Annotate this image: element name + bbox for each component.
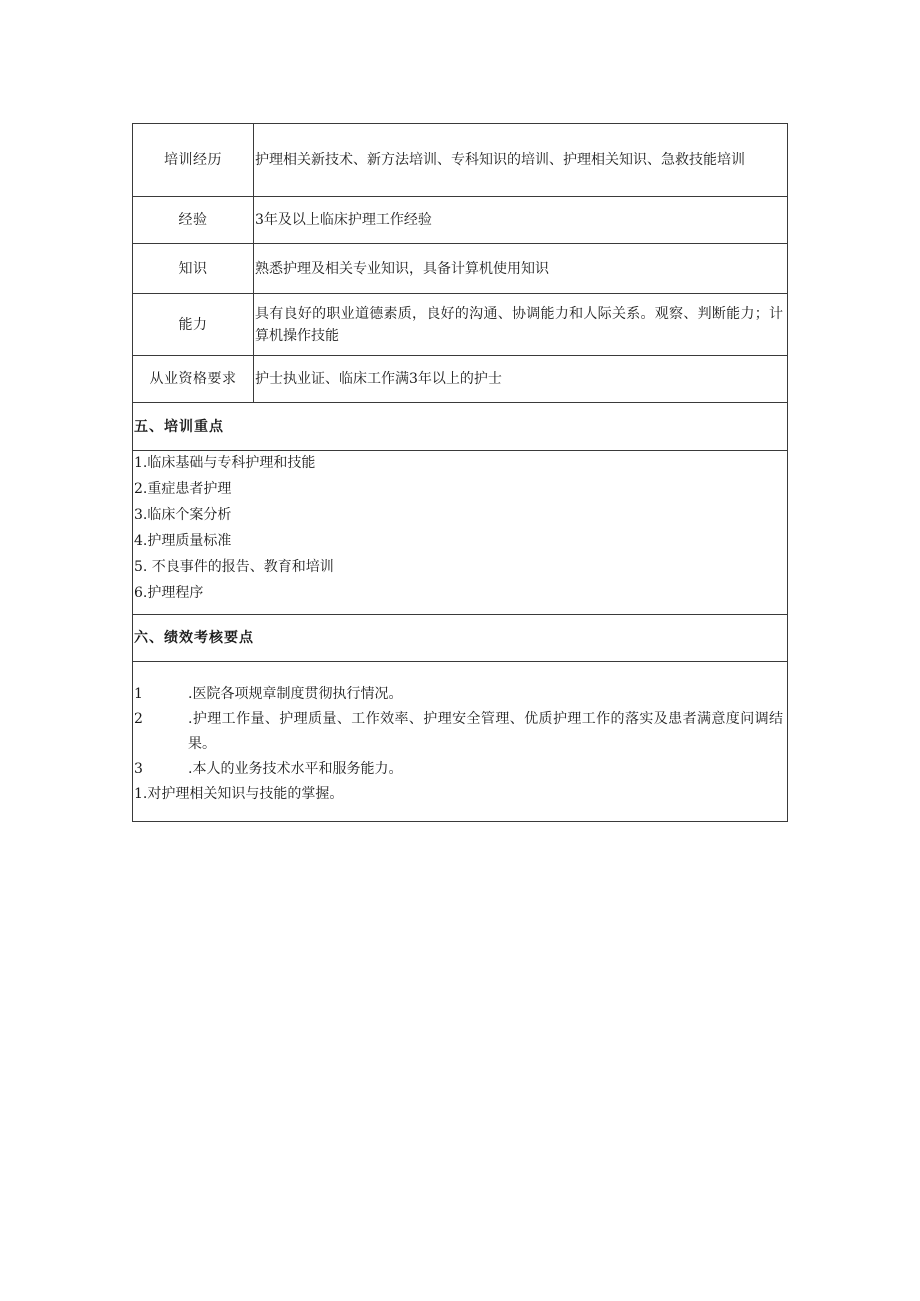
- list-item: [134, 682, 783, 707]
- ability-value: 具有良好的职业道德素质，良好的沟通、协调能力和人际关系。观察、判断能力；计算机操作技能: [254, 294, 788, 356]
- list-item-number: 1: [134, 686, 143, 702]
- performance-heading: 六、绩效考核要点: [133, 615, 788, 662]
- experience-label: 经验: [133, 197, 254, 244]
- knowledge-value: 熟悉护理及相关专业知识，具备计算机使用知识: [254, 244, 788, 294]
- list-item-text: .本人的业务技术水平和服务能力。: [188, 761, 403, 777]
- performance-list-row: [133, 662, 788, 822]
- list-item: 6.护理程序: [134, 585, 204, 601]
- experience-row: [133, 197, 788, 244]
- training-focus-list: [133, 451, 788, 615]
- performance-list: [133, 662, 788, 822]
- performance-heading-row: [133, 615, 788, 662]
- training-history-label: 培训经历: [133, 124, 254, 197]
- training-history-row: [133, 124, 788, 197]
- list-item-number: 2: [134, 711, 143, 727]
- list-item: [134, 707, 783, 757]
- training-history-value: 护理相关新技术、新方法培训、专科知识的培训、护理相关知识、急救技能培训: [254, 124, 788, 197]
- qualification-value: 护士执业证、临床工作满3年以上的护士: [254, 356, 788, 403]
- knowledge-row: [133, 244, 788, 294]
- experience-value: 3年及以上临床护理工作经验: [254, 197, 788, 244]
- training-focus-heading-row: [133, 403, 788, 451]
- job-description-table: [132, 123, 788, 822]
- list-item: 3.临床个案分析: [134, 507, 232, 523]
- qualification-row: [133, 356, 788, 403]
- list-item-number: 3: [134, 761, 143, 777]
- list-item-text: .护理工作量、护理质量、工作效率、护理安全管理、优质护理工作的落实及患者满意度问调结果。: [188, 711, 783, 752]
- training-focus-list-row: [133, 451, 788, 615]
- list-item: 4.护理质量标准: [134, 533, 232, 549]
- knowledge-label: 知识: [133, 244, 254, 294]
- list-item: 2.重症患者护理: [134, 481, 232, 497]
- list-item: 1.对护理相关知识与技能的掌握。: [134, 786, 344, 802]
- list-item: [134, 757, 783, 782]
- ability-row: [133, 294, 788, 356]
- ability-label: 能力: [133, 294, 254, 356]
- qualification-label: 从业资格要求: [133, 356, 254, 403]
- list-item-text: .医院各项规章制度贯彻执行情况。: [188, 686, 403, 702]
- training-focus-heading: 五、培训重点: [133, 403, 788, 451]
- list-item: 5. 不良事件的报告、教育和培训: [134, 559, 334, 575]
- list-item: 1.临床基础与专科护理和技能: [134, 455, 316, 471]
